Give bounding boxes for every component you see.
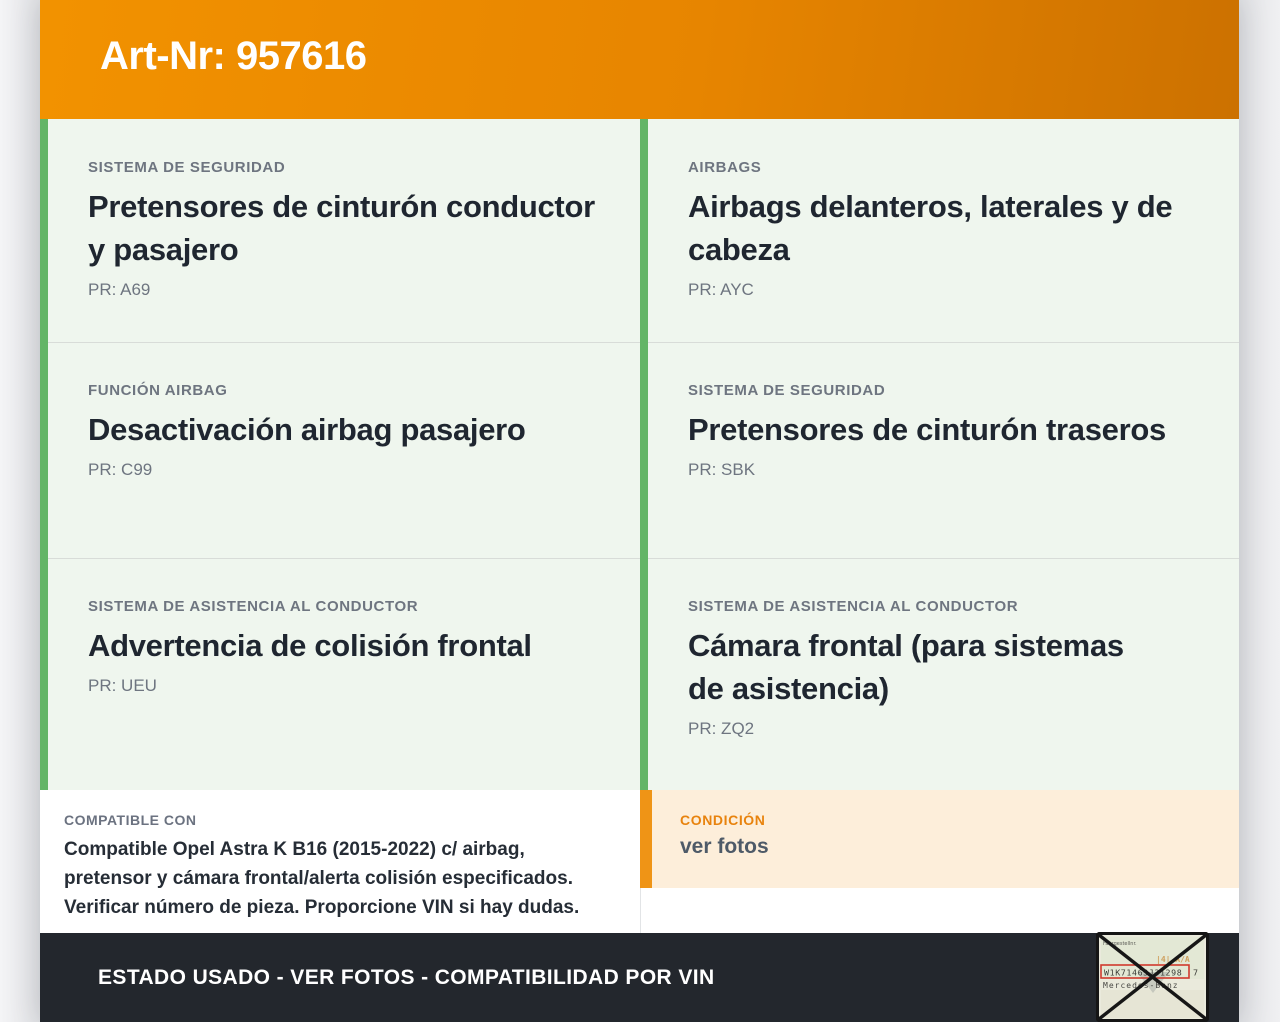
stamp-vin: W1K71463J31298 — [1104, 967, 1183, 978]
spec-card-title: Desactivación airbag pasajero — [88, 412, 526, 447]
spec-card-pr-code: PR: ZQ2 — [688, 719, 755, 738]
condition-box — [640, 790, 1239, 888]
spec-card-pr-code: PR: AYC — [688, 280, 754, 299]
spec-card-pr-code: PR: C99 — [88, 460, 153, 479]
condition-spacer — [640, 888, 1239, 933]
spec-card-seatbelt-rear — [640, 342, 1239, 558]
spec-card-pr-code: PR: UEU — [88, 676, 157, 695]
condition-value: ver fotos — [680, 835, 769, 858]
spec-card-pr-code: PR: A69 — [88, 280, 151, 299]
spec-card-title: Airbags delanteros, laterales y de cabeza — [688, 189, 1173, 267]
compatibility-text: Compatible Opel Astra K B16 (2015-2022) c/ airbag, pretensor y cámara frontal/alerta colisión especificados. Verificar número de pieza. Proporcione VIN si hay dudas. — [64, 839, 580, 918]
stamp-doc-label: Fahrgestellnr. — [1103, 941, 1137, 947]
spec-card-category: SISTEMA DE ASISTENCIA AL CONDUCTOR — [688, 598, 1019, 615]
spec-card-collision-warning — [40, 558, 640, 790]
header-banner — [40, 0, 1239, 119]
spec-card-title: Cámara frontal (para sistemas de asistencia) — [688, 628, 1124, 706]
footer-banner — [40, 933, 1239, 1022]
listing-card — [40, 0, 1239, 1022]
stamp-code: |4| A/A — [1156, 955, 1190, 964]
compatibility-box — [40, 790, 640, 933]
spec-card-title: Advertencia de colisión frontal — [88, 628, 532, 663]
vin-document-envelope-image — [1096, 932, 1209, 1022]
spec-card-category: AIRBAGS — [688, 159, 762, 176]
spec-card-category: FUNCIÓN AIRBAG — [88, 382, 228, 399]
spec-card-seatbelt-front — [40, 119, 640, 342]
spec-card-front-camera — [640, 558, 1239, 790]
spec-card-title: Pretensores de cinturón conductor y pasajero — [88, 189, 595, 267]
spec-card-title: Pretensores de cinturón traseros — [688, 412, 1166, 447]
spec-card-category: SISTEMA DE SEGURIDAD — [88, 159, 286, 176]
spec-card-airbag-deactivation — [40, 342, 640, 558]
spec-card-category: SISTEMA DE ASISTENCIA AL CONDUCTOR — [88, 598, 419, 615]
compatibility-label: COMPATIBLE CON — [64, 812, 197, 828]
stamp-vin-suffix: 7 — [1193, 967, 1198, 978]
footer-status-text: ESTADO USADO - VER FOTOS - COMPATIBILIDAD POR VIN — [98, 965, 715, 989]
info-row — [40, 790, 1239, 933]
condition-column — [640, 790, 1239, 933]
spec-card-category: SISTEMA DE SEGURIDAD — [688, 382, 886, 399]
spec-grid — [40, 119, 1239, 790]
spec-card-airbags — [640, 119, 1239, 342]
article-number-title: Art-Nr: 957616 — [100, 34, 367, 78]
stamp-brand: Mercedes-Benz — [1103, 981, 1179, 990]
envelope-icon — [1096, 932, 1209, 1022]
spec-card-pr-code: PR: SBK — [688, 460, 756, 479]
condition-label: CONDICIÓN — [680, 812, 766, 828]
